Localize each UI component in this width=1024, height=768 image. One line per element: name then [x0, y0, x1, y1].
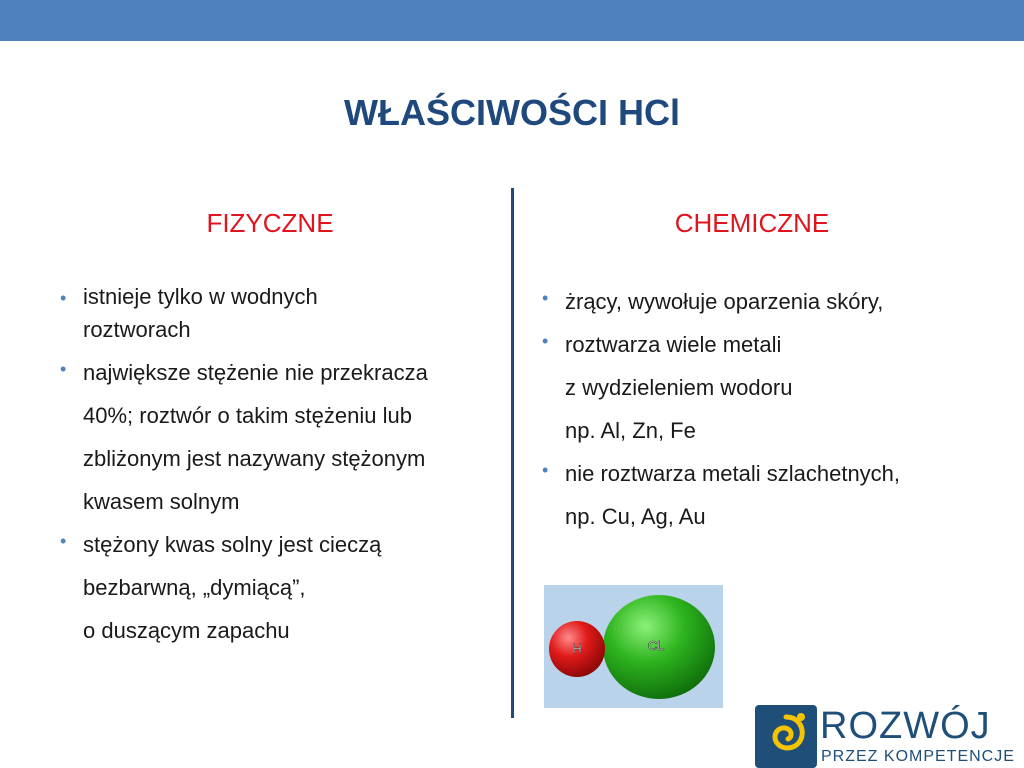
- list-line: największe stężenie nie przekracza: [83, 360, 428, 385]
- rozwoj-logo: [755, 705, 1024, 768]
- bullet-icon: •: [542, 288, 549, 308]
- logo-emblem-icon: [755, 705, 817, 768]
- list-item: [542, 280, 1002, 323]
- logo-word: ROZWÓJ: [820, 705, 991, 747]
- list-line: roztworach: [83, 317, 191, 342]
- molecule-icon: [544, 585, 723, 708]
- column-divider: [511, 188, 514, 718]
- list-item: [542, 323, 1002, 452]
- logo-tagline: PRZEZ KOMPETENCJE: [821, 748, 1015, 765]
- list-line: o duszącym zapachu: [83, 618, 290, 643]
- list-item: [60, 523, 500, 652]
- list-line: żrący, wywołuje oparzenia skóry,: [565, 289, 884, 314]
- bullet-icon: •: [60, 288, 67, 308]
- list-line: np. Cu, Ag, Au: [565, 504, 706, 529]
- list-item: [542, 452, 1002, 538]
- list-line: z wydzieleniem wodoru: [565, 375, 793, 400]
- list-line: roztwarza wiele metali: [565, 332, 782, 357]
- list-line: stężony kwas solny jest cieczą: [83, 532, 382, 557]
- bullet-icon: •: [60, 359, 67, 379]
- list-item: [60, 351, 500, 523]
- hcl-molecule-image: [544, 585, 723, 708]
- bullet-icon: •: [542, 331, 549, 351]
- chlorine-label: CL: [647, 638, 665, 653]
- list-line: 40%; roztwór o takim stężeniu lub: [83, 403, 412, 428]
- heading-physical: FIZYCZNE: [206, 208, 334, 238]
- heading-chemical: CHEMICZNE: [674, 208, 830, 238]
- hydrogen-label: H: [572, 641, 582, 656]
- chemical-properties-list: [542, 280, 1002, 538]
- bullet-icon: •: [542, 460, 549, 480]
- list-line: kwasem solnym: [83, 489, 240, 514]
- physical-properties-list: [60, 280, 500, 652]
- list-line: istnieje tylko w wodnych: [83, 284, 318, 309]
- list-line: np. Al, Zn, Fe: [565, 418, 696, 443]
- list-item: [60, 280, 500, 346]
- bullet-icon: •: [60, 531, 67, 551]
- list-line: zbliżonym jest nazywany stężonym: [83, 446, 426, 471]
- top-bar: [0, 0, 1024, 41]
- slide-title: WŁAŚCIWOŚCI HCl: [344, 92, 680, 133]
- list-line: bezbarwną, „dymiącą”,: [83, 575, 306, 600]
- list-line: nie roztwarza metali szlachetnych,: [565, 461, 901, 486]
